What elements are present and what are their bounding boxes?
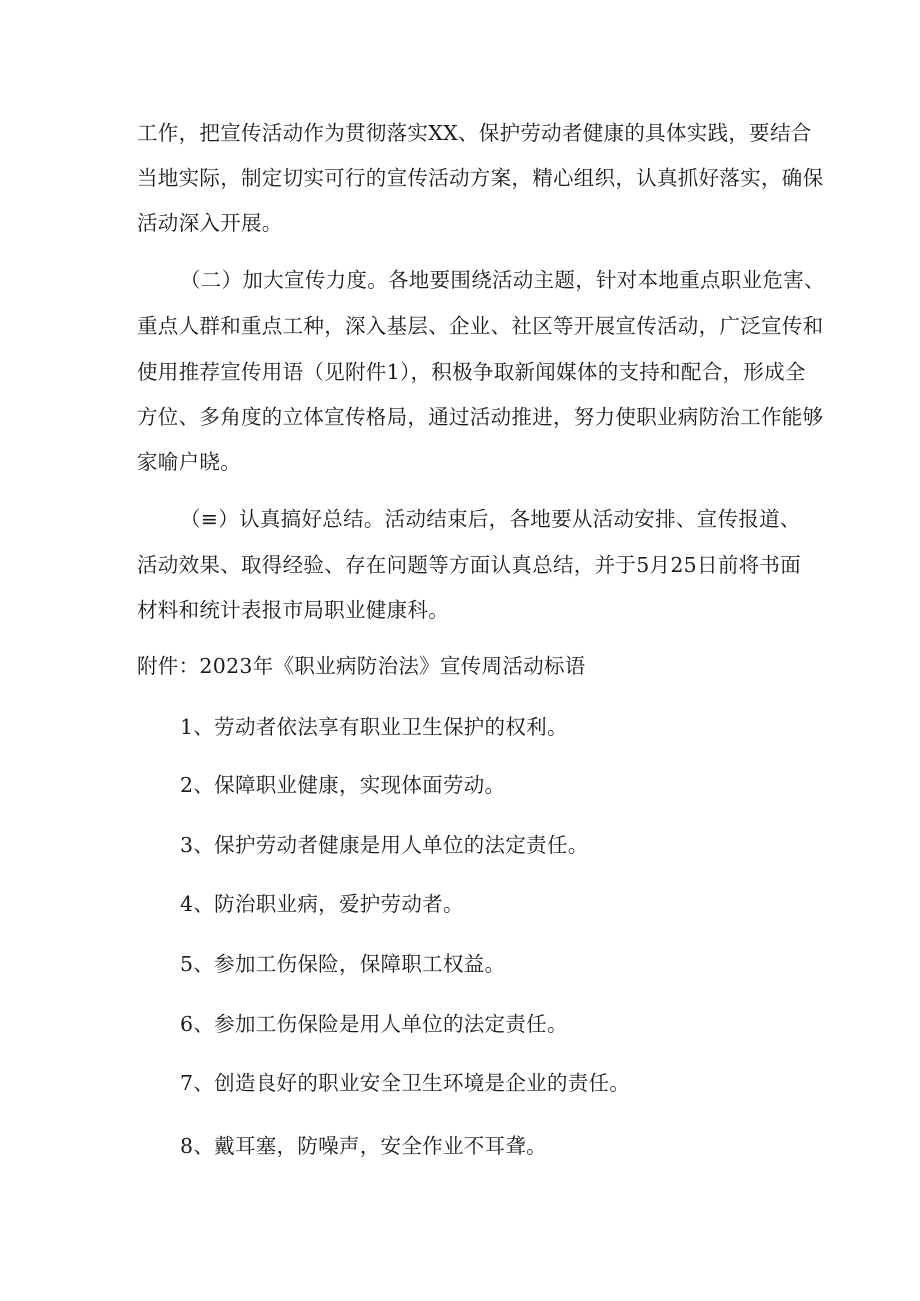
paragraph-1-line-3: 活动深入开展。 <box>137 211 283 235</box>
paragraph-3-line-1: （≡）认真搞好总结。活动结束后，各地要从活动安排、宣传报道、 <box>180 507 801 531</box>
slogan-item: 8、戴耳塞，防噪声，安全作业不耳聋。 <box>180 1134 547 1158</box>
paragraph-3-line-3: 材料和统计表报市局职业健康科。 <box>137 598 449 622</box>
annex-title: 附件：2023年《职业病防治法》宣传周活动标语 <box>137 654 586 678</box>
paragraph-2-line-2: 重点人群和重点工种，深入基层、企业、社区等开展宣传活动，广泛宣传和 <box>137 314 824 338</box>
slogan-item: 6、参加工伤保险是用人单位的法定责任。 <box>180 1012 568 1036</box>
paragraph-1-line-2: 当地实际，制定切实可行的宣传活动方案，精心组织，认真抓好落实，确保 <box>137 166 824 190</box>
paragraph-2-line-3: 使用推荐宣传用语（见附件1），积极争取新闻媒体的支持和配合，形成全 <box>137 360 806 384</box>
slogan-item: 5、参加工伤保险，保障职工权益。 <box>180 952 506 976</box>
paragraph-2-line-1: （二）加大宣传力度。各地要围绕活动主题，针对本地重点职业危害、 <box>180 268 825 292</box>
slogan-item: 1、劳动者依法享有职业卫生保护的权利。 <box>180 715 568 739</box>
paragraph-2-line-4: 方位、多角度的立体宣传格局，通过活动推进，努力使职业病防治工作能够 <box>137 405 824 429</box>
paragraph-3-line-2: 活动效果、取得经验、存在问题等方面认真总结，并于5月25日前将书面 <box>137 553 802 577</box>
paragraph-2-line-5: 家喻户晓。 <box>137 450 241 474</box>
paragraph-1-line-1: 工作，把宣传活动作为贯彻落实XX、保护劳动者健康的具体实践，要结合 <box>137 121 812 145</box>
slogan-item: 7、创造良好的职业安全卫生环境是企业的责任。 <box>180 1071 631 1095</box>
slogan-item: 4、防治职业病，爱护劳动者。 <box>180 892 464 916</box>
slogan-item: 3、保护劳动者健康是用人单位的法定责任。 <box>180 833 589 857</box>
slogan-item: 2、保障职业健康，实现体面劳动。 <box>180 773 506 797</box>
